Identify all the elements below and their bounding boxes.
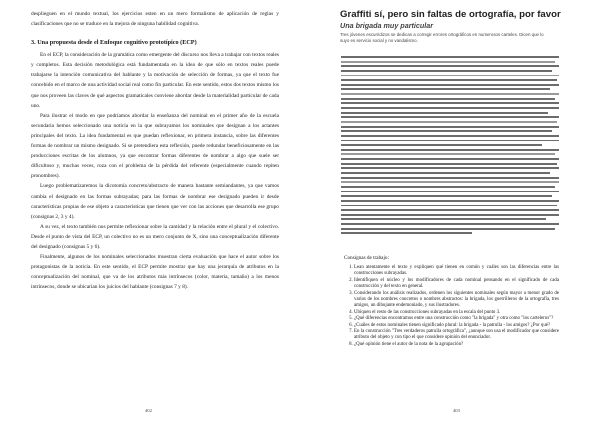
body-paragraph-1: En el ECP, la consideración de la gramática como emergente del discurso nos lleva a trabajar con textos reales y completos. Esta decisión metodológica está fundamentada en la idea de que sólo en textos reales puede trabajarse la intención comunicativa del hablante y la motivación de selección de formas, ya que el texto fue concebido en el marco de una actividad social real como fin particular. En este sentido, estos dos textos mismo los que nos proveen las claves de qué aspectos gramaticales conviene abordar desde la materialidad particular de cada uno. bbox=[31, 52, 279, 109]
exercise-item: 3. Considerando los análisis realizados, ordenen los siguientes nominales según mayor a menor grado de varios de los nombres concretos o nombres abstractos: la brigada, los guerrilleros de la ortografía, tres amigos, un dibujante endemoniado, y sus ilustradores. bbox=[354, 291, 559, 310]
page-number-right: 403 bbox=[453, 408, 460, 413]
body-paragraph-4: A su vez, el texto también nos permite reflexionar sobre la cantidad y la relación entre el plural y el colectivo. Desde el punto de vista del ECP, un colectivo no es un mero conjunto de X, sino una conceptualización diferente del designado (consignas 5 y 6). bbox=[31, 223, 279, 250]
exercise-item: 6. ¿Cuáles de estos nominales tienen significado plural: la brigada - la patrulla - los amigos? ¿Por qué? bbox=[354, 323, 559, 329]
exercise-title: Consignas de trabajo: bbox=[344, 255, 389, 261]
exercise-item: 7. En la construcción "Tres verdaderos patrulla ortográfica", ¿aunque son usa el modificador que considere atributo del objeto y con tipo el que considere opinión del enunciador. bbox=[354, 329, 559, 342]
exercise-item: 8. ¿Qué opinión tiene el autor de la nota de la agrupación? bbox=[354, 342, 559, 348]
body-paragraph-5: Finalmente, algunos de los nominales seleccionados muestran cierta evaluación que hace el autor sobre los protagonistas de la noticia. En este sentido, el ECP permite mostrar que hay una jerarquía de atributos en la conceptualización del nominal, que va de los atributos más intrínsecos (color, materia, tamaño) a los menos intrínsecos, donde se ubicarían los juicios del hablante (consignas 7 y 8). bbox=[31, 254, 279, 291]
clipping-subtitle: Una brigada muy particular bbox=[340, 21, 434, 30]
exercise-item: 4. Ubiquen el resto de las construcciones subrayadas en la escala del punto 3. bbox=[354, 310, 559, 316]
body-paragraph-2: Para ilustrar el modo en que podríamos abordar la enseñanza del nominal en el primer año de la escuela secundaria hemos seleccionado una noticia en la que subrayamos los nominales que designan a los actantes principales del texto. La idea fundamental es que puedan reflexionar, en primera instancia, sobre las diferentes formas de nombrar un mismo designado. Si se pretendiera esta reflexión, puede redundar beneficiosamente en las producciones escritas de los alumnos, ya que encontrar formas diferentes de nombrar a algo que suele ser dificultoso y, muchas veces, roza con el problema de la pérdida del referente (especialmente cuando repiten pronombres). bbox=[31, 112, 279, 180]
left-page-body bbox=[31, 9, 279, 292]
section-heading: 3. Una propuesta desde el Enfoque cognitivo prototípico (ECP) bbox=[31, 39, 197, 47]
exercise-item: 1. Lean atentamente el texto y expliquen qué tienen en común y cuáles son las diferencias entre las construcciones subrayadas. bbox=[354, 265, 559, 278]
exercise-item: 5. ¿Qué diferencias encontramos entre una construcción como "la brigada" y otra como "los carteleros"? bbox=[354, 316, 559, 322]
exercise-list bbox=[344, 255, 559, 348]
clipping-deck: Tres jóvenes escurridizos se dedican a corregir errores ortográficos en numerosos carteles. Dicen que lo suyo es servicio social y no vandalismo. bbox=[340, 32, 544, 43]
clipping-headline: Graffiti sí, pero sin faltas de ortografía, por favor bbox=[340, 9, 561, 20]
right-page bbox=[300, 0, 600, 424]
opening-paragraph: desplieguen en el mundo textual, los ejercicios esten en un mero formalismo de aplicación de reglas y clasificaciones que no se traduce en la mejora de ninguna habilidad cognitiva. bbox=[31, 11, 279, 28]
clipping-body-text bbox=[341, 56, 559, 240]
body-paragraph-3: Luego problematizaremos la dicotomía concreto/abstracto de manera bastante semiandantes, ya que vamos cambia el designado en las formas subrayadas; para las formas de nombrar ese designado pueden ir desde características propias de ese objeto a características que tienen que ver con las acciones que desarrolla ese grupo (consignas 2, 3 y 4). bbox=[31, 183, 279, 220]
newspaper-clipping bbox=[340, 10, 560, 43]
exercise-item: 2. Identifiquen el núcleo y los modificadores de cada nominal pensando en el significado de cada construcción y del texto en general. bbox=[354, 278, 559, 291]
page-number-left: 402 bbox=[145, 408, 152, 413]
